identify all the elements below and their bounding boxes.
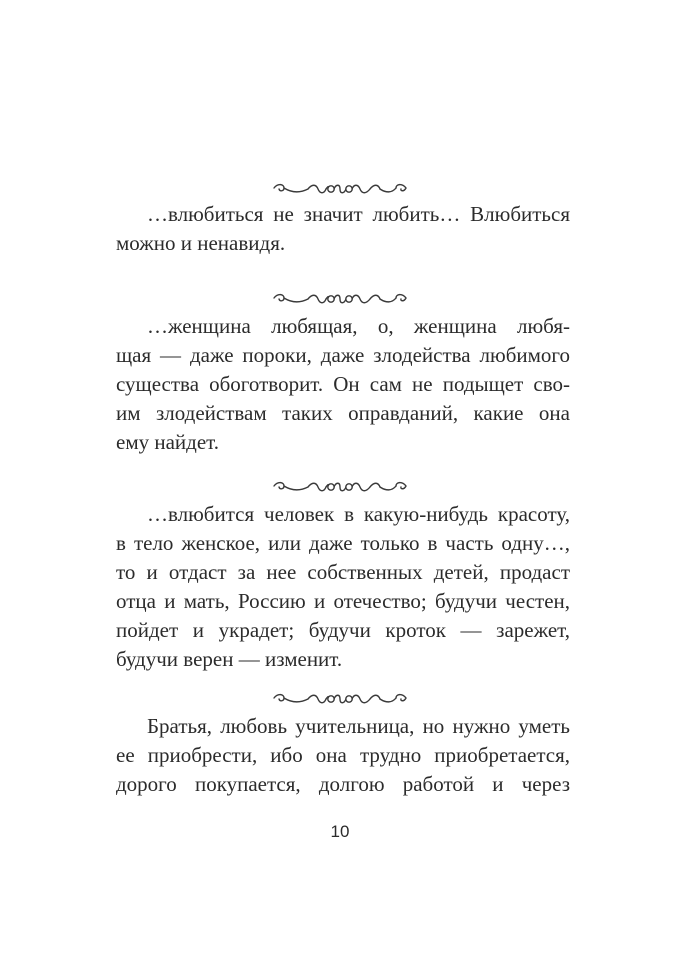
paragraph-2 [116,312,570,457]
vine-divider-icon [270,478,410,498]
text-line: им злодействам таких оправданий, какие она [116,401,570,425]
text-line: в тело женское, или даже только в часть одну…, [116,531,570,555]
vine-divider-icon [270,180,410,200]
vine-divider-icon [270,690,410,710]
vine-divider-icon [270,290,410,310]
text-line: …влюбится человек в какую-нибудь красоту, [147,502,570,526]
text-line: отца и мать, Россию и отечество; будучи честен, [116,589,570,613]
text-line: …женщина любящая, о, женщина любя- [147,314,570,338]
text-line: существа обоготворит. Он сам не подыщет сво- [116,372,570,396]
paragraph-3 [116,500,570,674]
text-line: можно и ненавидя. [116,231,286,255]
text-line: то и отдаст за нее собственных детей, продаст [116,560,570,584]
text-line: щая — даже пороки, даже злодейства любимого [116,343,570,367]
text-line: …влюбиться не значит любить… Влюбиться [147,202,570,226]
text-line: Братья, любовь учительница, но нужно уметь [147,714,570,738]
paragraph-1 [116,200,570,258]
text-line: дорого покупается, долгою работой и через [116,772,570,796]
text-line: будучи верен — изменит. [116,647,343,671]
text-line: ее приобрести, ибо она трудно приобретается, [116,743,570,767]
paragraph-4 [116,712,570,799]
text-line: ему найдет. [116,430,220,454]
text-line: пойдет и украдет; будучи кроток — зарежет, [116,618,570,642]
page-number: 10 [330,822,350,841]
